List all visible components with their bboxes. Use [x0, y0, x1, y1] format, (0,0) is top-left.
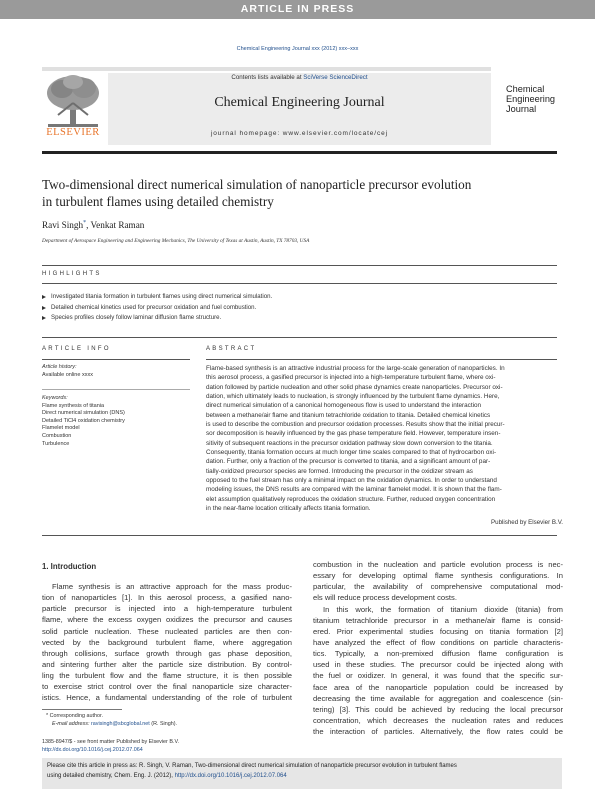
divider [42, 535, 557, 536]
abstract-line: dation followed by particle nucleation and other solid phase dynamics create nanoparticles. Precursor oxi- [206, 383, 503, 391]
article-info-label: ARTICLE INFO [42, 346, 111, 352]
abstract-line: elet assumption qualitatively reproduces the oxidation structure. Further, reduced oxygen concentration [206, 495, 496, 503]
author-list [42, 220, 144, 230]
body-line: els will reduce process development costs. [313, 593, 457, 603]
body-line: the fuel or oxidizer. In general, it was found that the specific sur- [313, 671, 563, 681]
bullet-triangle-icon [42, 316, 46, 320]
body-line: tering) [3]. This could be achieved by reducing the local precursor [313, 704, 563, 714]
author-name[interactable]: Venkat Raman [90, 220, 145, 231]
bullet-triangle-icon [42, 295, 46, 299]
footnotes [46, 712, 296, 728]
body-line: particle precursor is injected into a high-temperature turbulent [42, 604, 292, 614]
body-line: flame, where the excess oxygen oxidizes the precursor and causes [42, 615, 292, 625]
abstract-line: between a methane/air flame and titanium tetrachloride oxidation to titania. Detailed chemical kinetics [206, 411, 491, 419]
article-in-press-banner: ARTICLE IN PRESS [0, 0, 595, 19]
body-line: combustion in the nucleation and particle evolution process is nec- [313, 560, 563, 569]
body-line: and sintering further alter the particle size distribution. By control- [42, 659, 292, 669]
article-title-line: Two-dimensional direct numerical simulation of nanoparticle precursor evolution [42, 177, 472, 192]
highlight-text: Species profiles closely follow laminar diffusion flame structure. [51, 314, 222, 322]
article-history-label: Article history: [42, 364, 77, 370]
keyword: Turbulence [42, 440, 70, 447]
abstract-line: sor decomposition is heavily influenced by the gas phase temperature field. However, temperature insen- [206, 430, 501, 438]
body-line: istics. Hence, a fundamental understanding of the role of turbulent [42, 693, 292, 703]
body-line: In this work, the formation of titanium dioxide (titania) from [323, 604, 563, 614]
abstract-line: opposed to the fuel stream has only a minimal impact on the oxidation dynamics. In order to understand [206, 477, 497, 485]
body-line: ling the turbulent flow and the flame structure, it is then possible [42, 671, 292, 681]
divider [206, 359, 557, 360]
highlight-item [42, 313, 557, 324]
journal-title: Chemical Engineering Journal [214, 95, 385, 110]
highlights-list [42, 292, 557, 324]
body-line: the interaction of particles. Alternatively, the flow rates could be [313, 727, 563, 737]
keyword: Flame synthesis of titania [42, 402, 105, 409]
body-line: have analyzed the effect of flow conditions on particle characteris- [313, 637, 563, 647]
email-link[interactable]: ravisingh@sbcglobal.net [90, 721, 150, 727]
body-line: used in these studies. The precursor could be injected along with [313, 660, 563, 670]
issn-line: 1385-8947/$ - see front matter Published by Elsevier B.V. [42, 739, 180, 745]
abstract-line: dation, which ultimately leads to nucleation, is strongly influenced by the turbulent flame dynamics. Here, [206, 393, 500, 401]
article-title-line: in turbulent flames using detailed chemistry [42, 194, 274, 209]
body-line: through collisions, surface growth through gas phase deposition, [42, 648, 292, 658]
email-label: E-mail address: [52, 721, 91, 727]
body-line: essary for developing optimal flame synthesis configurations. In [313, 571, 563, 581]
contents-prefix: Contents lists available at [231, 74, 304, 81]
masthead-bottom-rule [42, 151, 557, 154]
abstract-line: in the near-flame location critically affects titania formation. [206, 505, 371, 513]
abstract-line: modeling issues, the DNS results are compared with the laminar flamelet model. It is shown that the flam- [206, 486, 502, 494]
bullet-triangle-icon [42, 306, 46, 310]
author-separator: , [86, 220, 91, 231]
divider [42, 359, 190, 360]
abstract-line: dation. Further, only a fraction of the precursor is converted to titania, and a significant amount of par- [206, 458, 491, 466]
article-title [42, 176, 557, 210]
email-note [46, 720, 296, 728]
divider [42, 389, 190, 390]
body-line: particular, the availability of comprehensive computational mod- [313, 582, 563, 592]
cover-title-line: Engineering [506, 94, 556, 105]
keyword: Detailed TiCl4 oxidation chemistry [42, 417, 125, 424]
section-heading: 1. Introduction [42, 562, 97, 571]
abstract-line: is used to describe the combustion and precursor oxidation processes. Results show that the initial precur- [206, 421, 505, 429]
doi-link[interactable]: http://dx.doi.org/10.1016/j.cej.2012.07.064 [42, 747, 143, 753]
abstract-line: tially-oxidized precursor species are formed. Introducing the precursor in the oxidizer stream as [206, 467, 473, 475]
body-line: to exercise strict control over the final nanoparticle size character- [42, 682, 292, 692]
masthead-top-rule [42, 67, 491, 71]
abstract-line: direct numerical simulation of a canonical homogeneous flow is used to understand the interaction [206, 402, 482, 410]
abstract-line: Consequently, titania formation occurs at much longer time scales compared to that of hydrocarbon oxi- [206, 449, 497, 457]
journal-homepage-link[interactable]: journal homepage: www.elsevier.com/locate/cej [210, 130, 389, 137]
cite-box-text [47, 761, 562, 781]
body-right-column [313, 559, 563, 737]
contents-available-line [108, 74, 491, 81]
cover-title-line: Journal [506, 104, 537, 115]
cover-title-line: Chemical [506, 84, 545, 94]
cite-prefix: using detailed chemistry, Chem. Eng. J. (2012), [47, 773, 175, 779]
body-line: concentration, which decreases the nucleation rates and reduces [313, 715, 563, 725]
keywords-block [42, 395, 192, 448]
keyword: Flamelet model [42, 425, 80, 432]
highlight-text: Detailed chemical kinetics used for precursor oxidation and fuel combustion. [51, 303, 257, 311]
abstract-line: Flame-based synthesis is an attractive industrial process for the large-scale generation of nanoparticles. In [206, 365, 505, 372]
cover-title [506, 84, 562, 115]
abstract-text [206, 364, 563, 514]
highlight-text: Investigated titania formation in turbulent flames using direct numerical simulation. [51, 293, 273, 300]
body-line: solid particle nucleation. These nucleated particles are then con- [42, 626, 292, 636]
sciencedirect-link[interactable]: SciVerse ScienceDirect [303, 74, 368, 81]
body-line: face area of the nanoparticle population could be increased by [313, 682, 563, 692]
abstract-line: sitivity of subsequent reactions in the precursor oxidation pathway slow down conversion to the titania. [206, 439, 493, 447]
journal-citation-line[interactable]: Chemical Engineering Journal xxx (2012) xxx–xxx [236, 46, 359, 52]
footnote-divider [42, 709, 122, 710]
publisher-note: Published by Elsevier B.V. [491, 519, 563, 526]
body-line: decreasing the time available for aggregation and coalescence (sin- [313, 693, 563, 703]
cite-doi-link[interactable]: http://dx.doi.org/10.1016/j.cej.2012.07.064 [174, 773, 287, 779]
keyword: Direct numerical simulation (DNS) [42, 410, 125, 417]
abstract-line: this aerosol process, a gasified precursor is injected into a high-temperature turbulent flame, where oxi- [206, 374, 496, 382]
highlights-label: HIGHLIGHTS [42, 271, 102, 277]
body-left-column [42, 581, 292, 704]
keywords-label: Keywords: [42, 395, 68, 401]
body-line: vected by the background turbulent flame, where aggregation [42, 637, 292, 647]
highlight-item [42, 292, 557, 303]
abstract-label: ABSTRACT [206, 346, 257, 352]
corresponding-author-mark[interactable]: * [83, 220, 87, 226]
body-line: ered. Prior experimental studies focusing on titania formation [2] [313, 626, 563, 636]
keyword: Combustion [42, 432, 72, 439]
divider [42, 337, 557, 338]
author-name[interactable]: Ravi Singh [42, 220, 84, 231]
article-history-value: Available online xxxx [42, 371, 93, 378]
cite-line: Please cite this article in press as: R. Singh, V. Raman, Two-dimensional direct numerical simulation of nanoparticle precursor evolution in turbulent flames [47, 763, 457, 769]
divider [42, 283, 557, 284]
issn-block [42, 738, 342, 754]
elsevier-wordmark: ELSEVIER [46, 127, 100, 138]
author-affiliation: Department of Aerospace Engineering and Engineering Mechanics, The University of Texas at Austin, Austin, TX 78703, USA [42, 238, 310, 244]
cite-line [47, 771, 562, 781]
highlight-item [42, 303, 557, 314]
body-line: tics. Typically, a non-premixed diffusion flame configuration is [313, 649, 563, 659]
tree-icon [42, 73, 104, 128]
body-line: tion of nanoparticles [1]. In this aerosol process, a gasified nano- [42, 593, 292, 603]
body-line: titanium tetrachloride precursor in a methane/air flame is consid- [313, 615, 563, 625]
body-line: Flame synthesis is an attractive approach for the mass produc- [52, 582, 292, 591]
corresponding-author-note: * Corresponding author. [46, 713, 103, 719]
article-history [42, 364, 192, 379]
divider [42, 265, 557, 266]
email-suffix: (R. Singh). [149, 721, 178, 727]
